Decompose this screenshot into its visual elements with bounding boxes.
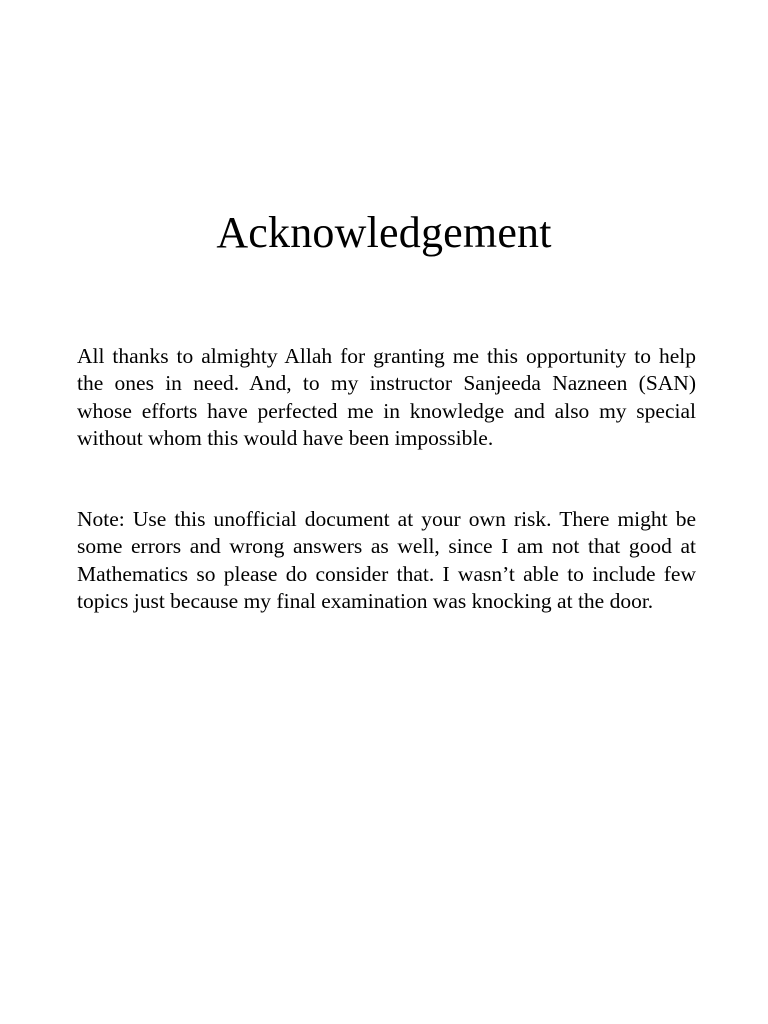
acknowledgement-paragraph: All thanks to almighty Allah for granting me this opportunity to help the ones in need. And, to my instructor Sanjeeda Nazneen (SAN) whose efforts have perfected me in knowledge and also my special without whom this would have been impossible. [77,344,696,451]
note-paragraph: Note: Use this unofficial document at your own risk. There might be some errors and wrong answers as well, since I am not that good at Mathematics so please do consider that. I wasn’t able to include few topics just because my final examination was knocking at the door. [77,507,696,614]
page-title: Acknowledgement [216,208,552,257]
